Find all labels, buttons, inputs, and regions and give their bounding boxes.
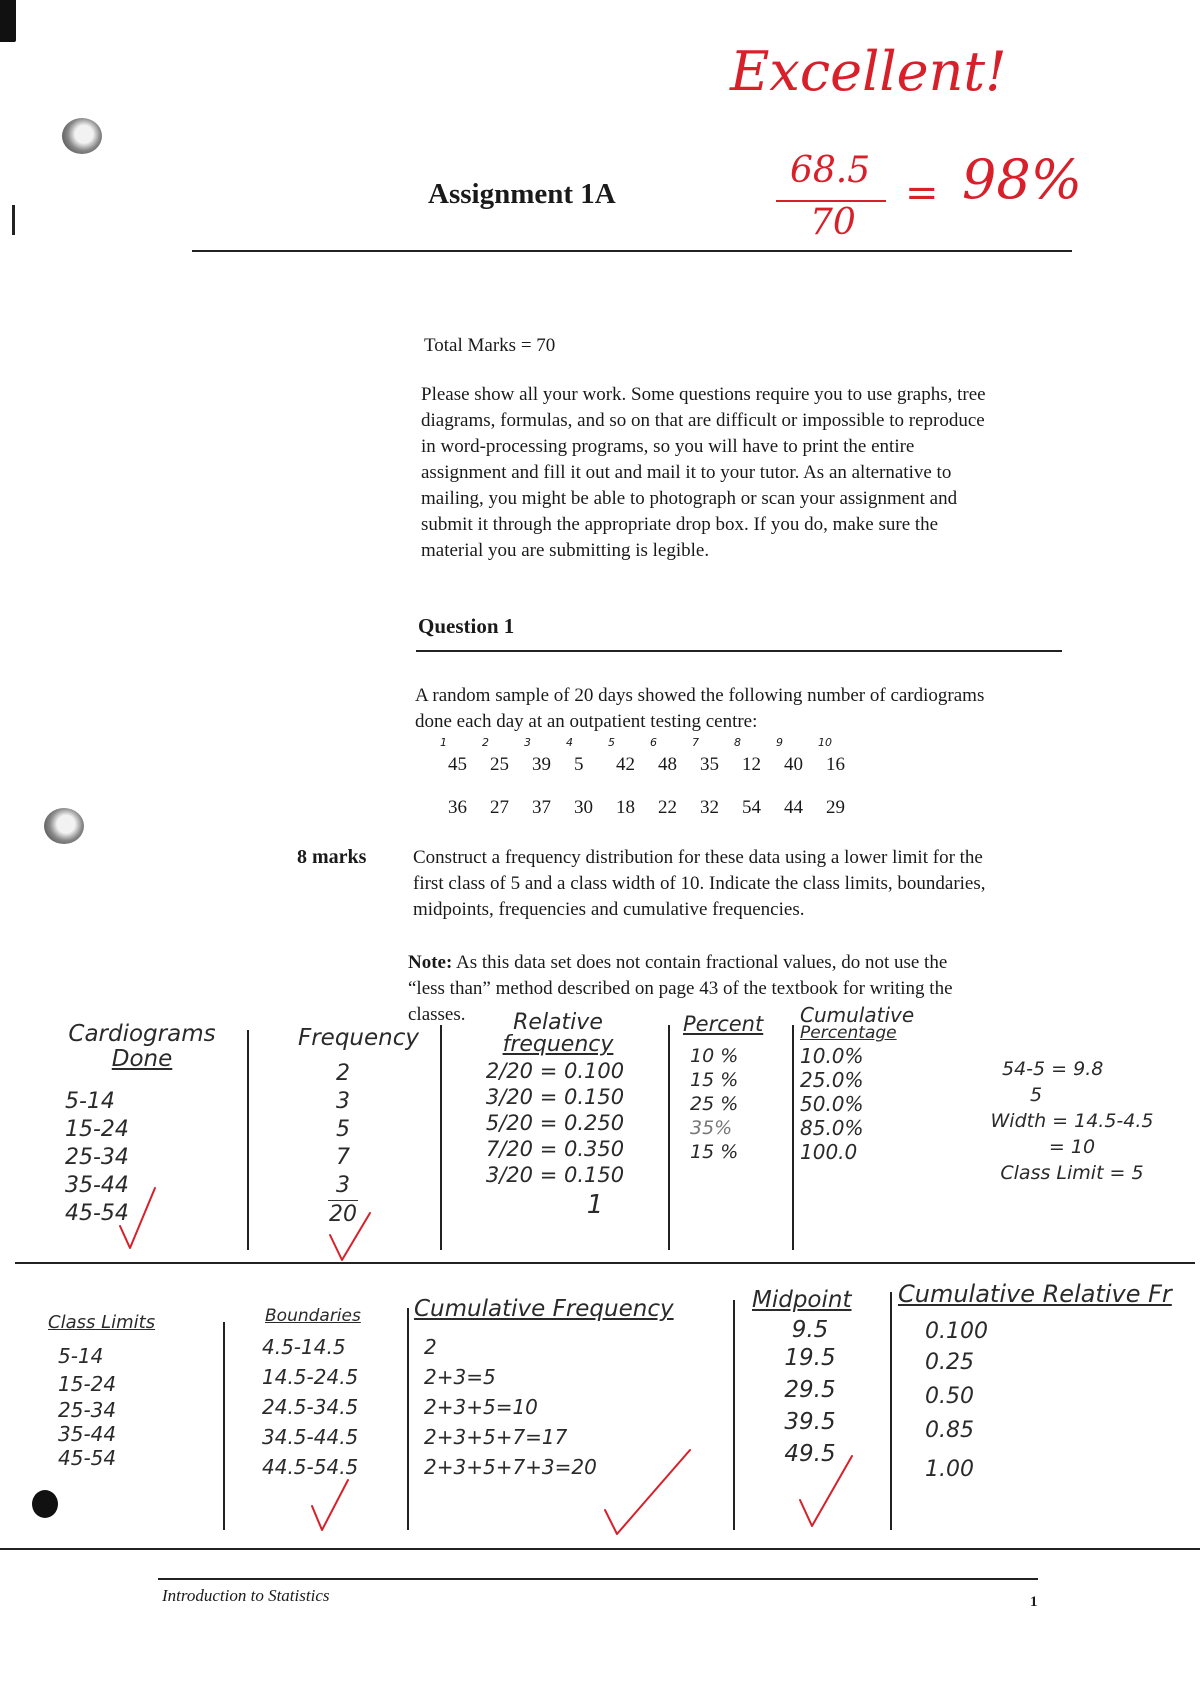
page-title: Assignment 1A — [428, 178, 616, 210]
instruction-line: in word-processing programs, so you will have to print the entire — [421, 436, 915, 457]
class-limit-row: 15-24 — [58, 1372, 117, 1396]
cumulative-freq-row: 2+3+5+7+3=20 — [424, 1455, 597, 1479]
boundary-row: 4.5-14.5 — [262, 1335, 346, 1359]
cumulative-pct-row: 85.0% — [800, 1116, 864, 1140]
footer-rule — [158, 1578, 1038, 1580]
index-mark: 2 — [482, 736, 489, 749]
midpoint-row: 39.5 — [784, 1409, 836, 1435]
note-line: As this data set does not contain fractional values, do not use the — [452, 952, 948, 973]
midpoint-row: 49.5 — [784, 1441, 836, 1467]
instruction-line: Please show all your work. Some questions require you to use graphs, tree — [421, 384, 986, 405]
instruction-line: mailing, you might be able to photograph or scan your assignment and — [421, 488, 958, 509]
grade-equals: = — [905, 170, 939, 216]
side-note: 54-5 = 9.8 — [1002, 1058, 1104, 1080]
relative-row: 3/20 = 0.150 — [485, 1163, 625, 1187]
instruction-line: material you are submitting is legible. — [421, 540, 710, 561]
relative-row: 5/20 = 0.250 — [485, 1111, 625, 1135]
percent-row: 15 % — [690, 1069, 739, 1091]
index-mark: 1 — [440, 736, 447, 749]
class-row: 5-14 — [65, 1089, 115, 1114]
frequency-row: 3 — [328, 1172, 358, 1201]
footer-course: Introduction to Statistics — [162, 1586, 330, 1605]
question-marks: 8 marks — [297, 846, 367, 868]
t2-boundaries-header: Boundaries — [265, 1306, 361, 1326]
cumulative-freq-row: 2+3+5+7=17 — [424, 1425, 568, 1449]
instruction-line: diagrams, formulas, and so on that are difficult or impossible to reproduce — [421, 410, 985, 431]
class-limit-row: 5-14 — [58, 1344, 104, 1368]
index-mark: 5 — [608, 736, 615, 749]
instruction-line: assignment and fill it out and mail it to your tutor. As an alternative to — [421, 462, 952, 483]
index-mark: 4 — [566, 736, 573, 749]
note-line: classes. — [408, 1004, 466, 1025]
class-limit-row: 35-44 — [58, 1422, 117, 1446]
index-mark: 6 — [650, 736, 657, 749]
header-line: Percentage — [800, 1023, 897, 1043]
relative-row: 3/20 = 0.150 — [485, 1085, 625, 1109]
cumulative-rel-row: 0.25 — [925, 1350, 974, 1375]
header-line: Relative — [513, 1010, 603, 1035]
data-value: 40 — [784, 754, 803, 775]
class-limit-row: 45-54 — [58, 1446, 117, 1470]
data-value: 44 — [784, 797, 803, 818]
boundary-row: 34.5-44.5 — [262, 1425, 359, 1449]
t2-class-limits-header: Class Limits — [48, 1312, 156, 1333]
index-mark: 8 — [734, 736, 741, 749]
frequency-row: 2 — [336, 1061, 350, 1086]
data-value: 45 — [448, 754, 467, 775]
cumulative-rel-row: 0.100 — [925, 1319, 988, 1344]
data-value: 39 — [532, 754, 551, 775]
prompt-line: done each day at an outpatient testing centre: — [415, 711, 758, 732]
frequency-row: 7 — [336, 1145, 350, 1170]
class-limit-row: 25-34 — [58, 1398, 117, 1422]
data-value: 29 — [826, 797, 845, 818]
side-note: 5 — [1030, 1084, 1043, 1106]
relative-row: 2/20 = 0.100 — [485, 1059, 625, 1083]
midpoint-row: 9.5 — [791, 1317, 829, 1343]
check-mark-icon — [800, 1456, 852, 1526]
check-mark-icon — [330, 1213, 370, 1260]
data-value: 48 — [658, 754, 677, 775]
data-value: 32 — [700, 797, 719, 818]
side-note: Width = 14.5-4.5 — [990, 1110, 1154, 1132]
percent-row: 35% — [690, 1117, 733, 1139]
frequency-row: 3 — [336, 1089, 350, 1114]
index-mark: 9 — [776, 736, 783, 749]
page-number: 1 — [1030, 1594, 1038, 1610]
side-note: Class Limit = 5 — [1000, 1162, 1144, 1184]
side-note: = 10 — [1048, 1136, 1096, 1158]
data-value: 25 — [490, 754, 509, 775]
cumulative-rel-row: 1.00 — [925, 1457, 974, 1482]
data-value: 54 — [742, 797, 761, 818]
index-mark: 7 — [692, 736, 699, 749]
grade-percent: 98% — [962, 148, 1083, 211]
relative-row: 7/20 = 0.350 — [485, 1137, 625, 1161]
midpoint-row: 19.5 — [784, 1345, 836, 1371]
grade-numerator: 68.5 — [790, 150, 871, 191]
header-line: frequency — [502, 1032, 614, 1057]
data-value: 16 — [826, 754, 845, 775]
t1-frequency-header: Frequency — [298, 1025, 419, 1051]
cumulative-freq-row: 2 — [424, 1335, 437, 1359]
total-marks: Total Marks = 70 — [424, 335, 556, 356]
check-mark-icon — [312, 1480, 348, 1530]
grade-comment: Excellent! — [730, 40, 1007, 103]
task-line: Construct a frequency distribution for these data using a lower limit for the — [413, 847, 983, 868]
check-mark-icon — [605, 1450, 690, 1534]
data-value: 42 — [616, 754, 635, 775]
data-value: 36 — [448, 797, 467, 818]
data-value: 27 — [490, 797, 509, 818]
frequency-total: 20 — [329, 1202, 357, 1227]
header-line: Done — [111, 1046, 173, 1072]
data-value: 22 — [658, 797, 677, 818]
cumulative-freq-row: 2+3=5 — [424, 1365, 496, 1389]
data-value: 12 — [742, 754, 761, 775]
percent-row: 25 % — [690, 1093, 739, 1115]
data-value: 5 — [574, 754, 584, 775]
note-line: “less than” method described on page 43 of the textbook for writing the — [408, 978, 953, 999]
instruction-line: submit it through the appropriate drop box. If you do, make sure the — [421, 514, 939, 535]
note-label: Note: — [408, 952, 453, 973]
check-mark-icon — [120, 1188, 155, 1248]
relative-total: 1 — [586, 1190, 604, 1220]
data-value: 35 — [700, 754, 719, 775]
t2-cumulative-rel-header: Cumulative Relative Fr — [898, 1280, 1172, 1308]
index-mark: 3 — [524, 736, 531, 749]
cumulative-pct-row: 10.0% — [800, 1044, 864, 1068]
cumulative-pct-row: 25.0% — [800, 1068, 864, 1092]
task-line: midpoints, frequencies and cumulative frequencies. — [413, 899, 805, 920]
task-line: first class of 5 and a class width of 10. Indicate the class limits, boundaries, — [413, 873, 986, 894]
grade-denominator: 70 — [810, 202, 856, 243]
boundary-row: 24.5-34.5 — [262, 1395, 359, 1419]
cumulative-rel-row: 0.85 — [925, 1418, 974, 1443]
boundary-row: 14.5-24.5 — [262, 1365, 359, 1389]
t2-cumulative-freq-header: Cumulative Frequency — [414, 1296, 674, 1322]
data-value: 30 — [574, 797, 593, 818]
cumulative-pct-row: 100.0 — [800, 1140, 858, 1164]
class-row: 35-44 — [65, 1173, 129, 1198]
percent-row: 10 % — [690, 1045, 739, 1067]
boundary-row: 44.5-54.5 — [262, 1455, 359, 1479]
percent-row: 15 % — [690, 1141, 739, 1163]
class-row: 15-24 — [65, 1117, 129, 1142]
prompt-line: A random sample of 20 days showed the following number of cardiograms — [415, 685, 985, 706]
data-value: 18 — [616, 797, 635, 818]
cumulative-pct-row: 50.0% — [800, 1092, 864, 1116]
midpoint-row: 29.5 — [784, 1377, 836, 1403]
header-line: Cumulative — [800, 1003, 915, 1027]
question-heading: Question 1 — [418, 614, 515, 638]
index-mark: 10 — [818, 736, 832, 749]
class-row: 25-34 — [65, 1145, 129, 1170]
cumulative-rel-row: 0.50 — [925, 1384, 974, 1409]
class-row: 45-54 — [65, 1201, 129, 1226]
t1-percent-header: Percent — [683, 1012, 764, 1036]
header-line: Cardiograms — [68, 1021, 216, 1047]
cumulative-freq-row: 2+3+5=10 — [424, 1395, 538, 1419]
frequency-row: 5 — [336, 1117, 350, 1142]
t2-midpoint-header: Midpoint — [752, 1287, 852, 1313]
data-value: 37 — [532, 797, 551, 818]
